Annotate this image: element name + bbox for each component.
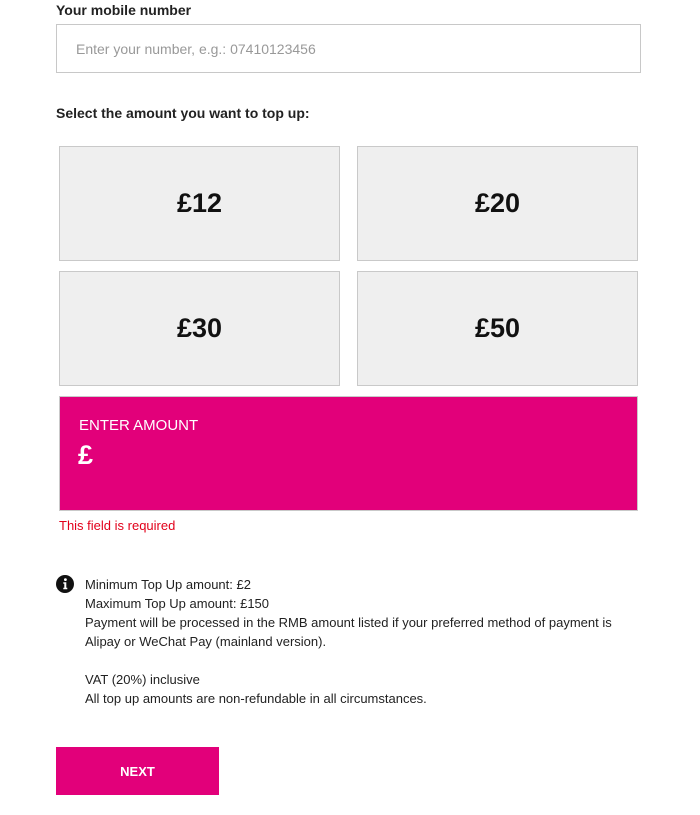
amount-option-50[interactable] [357, 271, 638, 386]
custom-amount-label: ENTER AMOUNT [79, 417, 199, 434]
amount-option-label: £20 [474, 188, 521, 218]
amount-select-label: Select the amount you want to top up: [56, 105, 310, 121]
amount-option-label: £12 [176, 188, 223, 218]
mobile-number-label: Your mobile number [56, 2, 192, 18]
amount-option-12[interactable] [59, 146, 340, 261]
amount-option-30[interactable] [59, 271, 340, 386]
spacer [85, 651, 645, 670]
mobile-number-input[interactable] [56, 24, 641, 73]
next-button[interactable]: NEXT [56, 747, 219, 795]
amount-option-20[interactable] [357, 146, 638, 261]
refund-text: All top up amounts are non-refundable in all circumstances. [85, 691, 427, 706]
currency-symbol: £ [78, 440, 94, 470]
amount-option-label: £30 [176, 313, 223, 343]
info-icon [56, 575, 74, 593]
payment-note-text: Payment will be processed in the RMB amount listed if your preferred method of payment is Alipay or WeChat Pay (mainland version). [85, 615, 612, 649]
min-amount-text: Minimum Top Up amount: £2 [85, 577, 251, 592]
custom-amount-field[interactable] [59, 396, 638, 511]
top-up-info [85, 575, 645, 708]
amount-option-label: £50 [474, 313, 521, 343]
vat-text: VAT (20%) inclusive [85, 672, 200, 687]
validation-error: This field is required [59, 518, 176, 533]
max-amount-text: Maximum Top Up amount: £150 [85, 596, 270, 611]
